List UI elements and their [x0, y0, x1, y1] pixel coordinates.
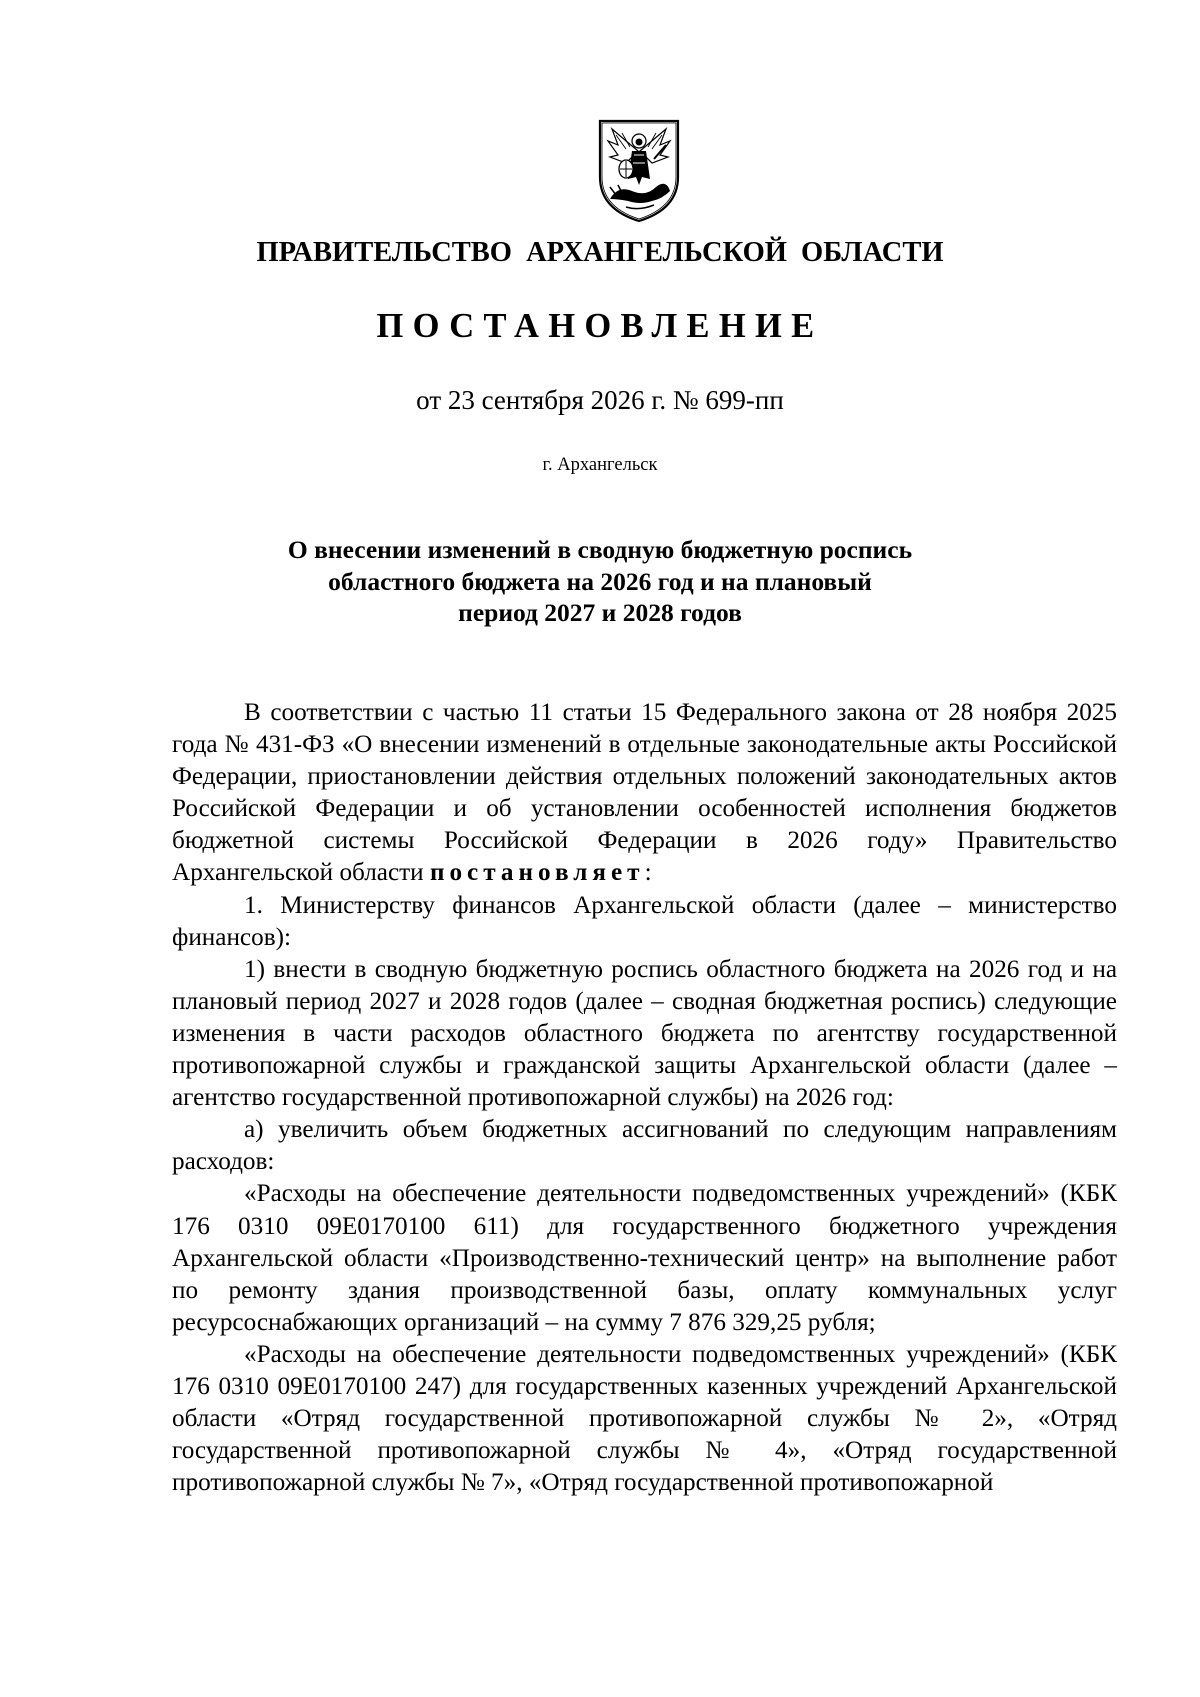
- body-paragraph: 1) внести в сводную бюджетную роспись областного бюджета на 2026 год и на плановый период 2027 и 2028 годов (далее – сводная бюджетная роспись) следующие изменения в части расходов областного бюджета по агентству государственной противопожарной службы и гражданской защиты Архангельской области (далее – агентство государственной противопожарной службы) на 2026 год:: [172, 955, 1117, 1112]
- document-date-number: от 23 сентября 2026 г. № 699-пп: [416, 385, 784, 415]
- document-title-line: период 2027 и 2028 годов: [458, 598, 742, 627]
- body-paragraph: 1. Министерству финансов Архангельской области (далее – министерство финансов):: [172, 891, 1117, 951]
- intro-colon: :: [644, 859, 652, 887]
- document-title-line: областного бюджета на 2026 год и на плановый: [328, 566, 872, 596]
- body-paragraph: «Расходы на обеспечение деятельности подведомственных учреждений» (КБК 176 0310 09Е0170100 247) для государственных казенных учреждений Архангельской области «Отряд государственной противопожарной службы № 2», «Отряд государственной противопожарной службы № 4», «Отряд государственной противопожарной службы № 7», «Отряд государственной противопожарной: [172, 1340, 1117, 1497]
- document-title: [0, 534, 1200, 629]
- body-paragraph: а) увеличить объем бюджетных ассигнований по следующим направлениям расходов:: [172, 1116, 1117, 1176]
- document-city: г. Архангельск: [542, 455, 658, 475]
- organization-name: ПРАВИТЕЛЬСТВО АРХАНГЕЛЬСКОЙ ОБЛАСТИ: [256, 237, 944, 268]
- intro-verb: постановляет: [429, 859, 645, 887]
- body-paragraph: «Расходы на обеспечение деятельности подведомственных учреждений» (КБК 176 0310 09Е0170100 611) для государственного бюджетного учреждения Архангельской области «Производственно-технический центр» на выполнение работ по ремонту здания производственной базы, оплату коммунальных услуг ресурсоснабжающих организаций – на сумму 7 876 329,25 рубля;: [172, 1180, 1117, 1336]
- document-body: [172, 697, 1117, 1499]
- document-type: ПОСТАНОВЛЕНИЕ: [376, 307, 824, 345]
- coat-of-arms-emblem: [596, 115, 682, 223]
- intro-text: В соответствии с частью 11 статьи 15 Федерального закона от 28 ноября 2025 года № 431-ФЗ «О внесении изменений в отдельные законодательные акты Российской Федерации, приостановлении действия отдельных положений законодательных актов Российской Федерации и об установлении особенностей исполнения бюджетов бюджетной системы Российской Федерации в 2026 году» Правительство Архангельской области: [172, 699, 1117, 887]
- document-title-line: О внесении изменений в сводную бюджетную роспись: [287, 535, 913, 564]
- intro-paragraph: [172, 697, 1117, 890]
